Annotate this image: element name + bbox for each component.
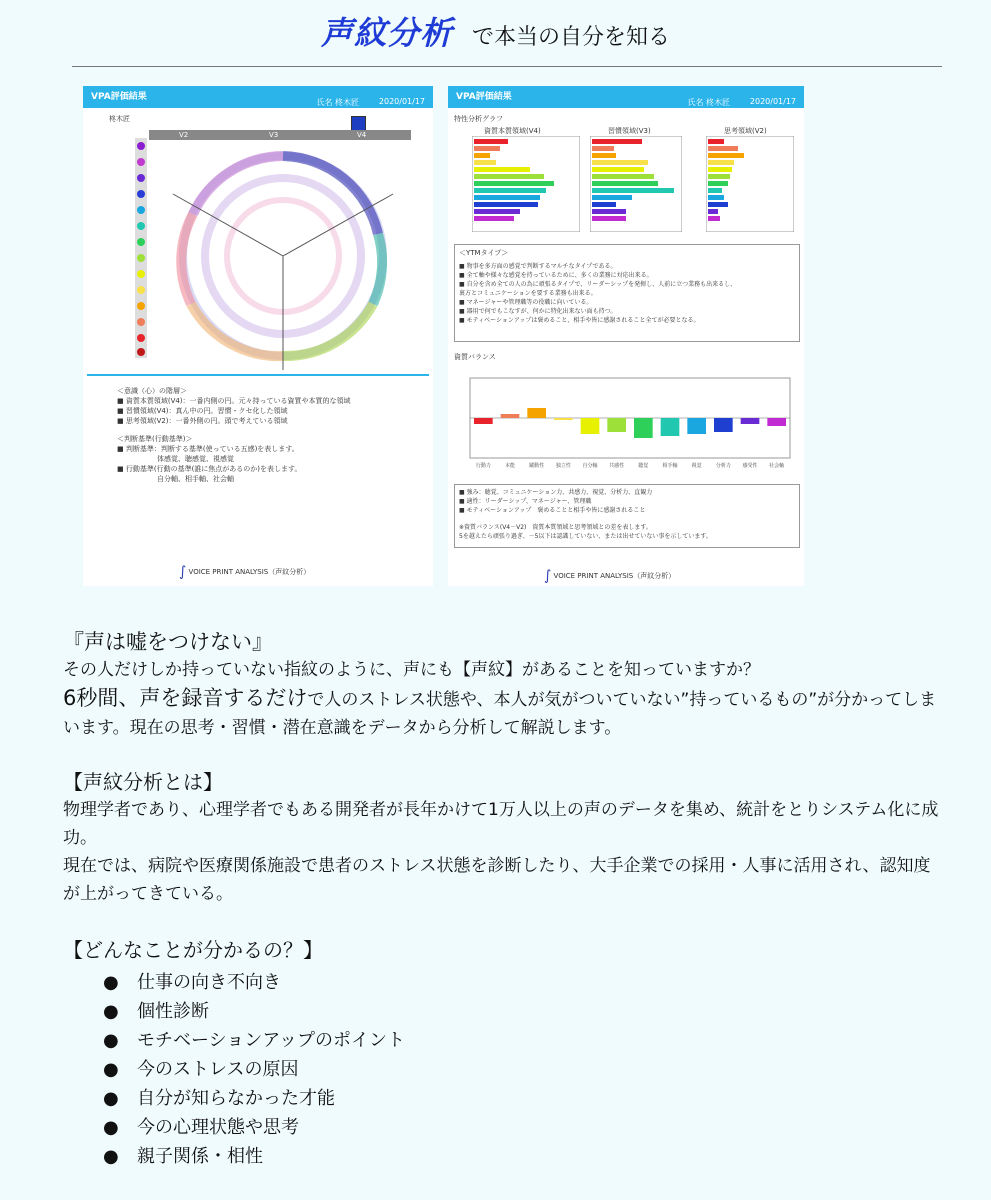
report-label: VPA評価結果 [456, 92, 512, 102]
ytm-title: ＜YTMタイプ＞ [459, 249, 509, 257]
ytm-line: ■ モティベーションアップは褒めること、相手や皆に感謝されること全てが必要となる。 [459, 317, 700, 324]
ytm-line: ■ 全て軸や様々な感覚を持っているために、多くの業務に対応出来る。 [459, 272, 653, 279]
about-paragraph-2: 現在では、病院や医療関係施設で患者のストレス状態を診断したり、大手企業での採用・人事に活用され、認知度が上がってきている。 [63, 856, 931, 904]
m-badge-icon [351, 116, 366, 131]
recording-paragraph [63, 684, 943, 742]
intro-paragraph: その人だけしか持っていない指紋のように、声にも【声紋】があることを知っていますか？ [63, 660, 760, 680]
list-item-text: モチベーションアップのポイント [137, 1030, 406, 1051]
graph-title-v3: 習慣領域(V3) [608, 127, 651, 135]
strength-line: ■ 強み：聴覚、コミュニケーション力、共感力、視覚、分析力、直観力 [459, 489, 653, 496]
balance-tick-label: 共感性 [609, 463, 625, 469]
report-date: 2020/01/17 [749, 97, 796, 106]
page-header [0, 8, 991, 54]
list-item-text: 親子関係・相性 [137, 1146, 263, 1167]
balance-bar [661, 418, 680, 436]
voice-circle-chart [153, 144, 413, 374]
balance-tick-label: 社会軸 [769, 463, 785, 469]
article [63, 628, 943, 1171]
balance-tick-label: 感受性 [742, 463, 758, 469]
ytm-line: ■ 自分を含め全ての人の為に頑張るタイプで、リーダーシップを発揮し、人前に立つ業務も出来るし、 [459, 281, 737, 288]
balance-bar [581, 418, 600, 434]
list-item-text: 仕事の向き不向き [137, 972, 281, 993]
bullet-icon: ● [103, 972, 119, 993]
balance-bar [607, 418, 626, 432]
list-item [103, 1084, 943, 1113]
feature-list [63, 968, 943, 1171]
balance-bar [687, 418, 706, 434]
report-date: 2020/01/17 [378, 97, 425, 106]
list-item [103, 1055, 943, 1084]
footer-text: VOICE PRINT ANALYSIS（声紋分析） [188, 568, 311, 576]
list-item-text: 個性診断 [137, 1001, 209, 1022]
note-line: ■ 思考領域(V2)：一番外側の円。頭で考えている領域 [117, 417, 288, 425]
strength-line: ■ 適性：リーダーシップ、マネージャー、管理職 [459, 498, 592, 505]
balance-bar [741, 418, 760, 424]
list-item-text: 今の心理状態や思考 [137, 1117, 299, 1138]
layer-tabs [149, 130, 411, 140]
tab-v4: V4 [357, 131, 367, 139]
note-line: ■ 行動基準(行動の基準(誰に焦点があるのか)を表します。 [117, 465, 302, 473]
ytm-box [454, 244, 800, 342]
balance-bar [634, 418, 653, 438]
report-name: 氏名 柊木匠 [687, 98, 730, 107]
balance-chart [454, 376, 798, 476]
list-item-text: 自分が知らなかった才能 [137, 1088, 335, 1109]
bullet-icon: ● [103, 1001, 119, 1022]
bullet-icon: ● [103, 1146, 119, 1167]
report-label: VPA評価結果 [91, 92, 147, 102]
balance-tick-label: 本能 [504, 463, 516, 469]
ytm-line: 裏方とコミュニケーションを要する業務も出来る。 [459, 290, 597, 297]
strengths-box [454, 484, 800, 548]
recording-highlight: 6秒間、声を録音するだけ [63, 686, 308, 710]
balance-tick-label: 躍動性 [529, 463, 545, 469]
balance-bar [501, 414, 520, 418]
balance-tick-label: 独立性 [555, 463, 571, 469]
trait-graph-v4 [472, 136, 580, 232]
list-item [103, 1113, 943, 1142]
blue-rule [87, 374, 429, 376]
list-item [103, 1142, 943, 1171]
vpa-logo-icon: ∫ [544, 568, 552, 584]
color-scale [135, 138, 147, 358]
balance-bar [527, 408, 546, 418]
bullet-icon: ● [103, 1059, 119, 1080]
recording-text: で人のストレス状態や、本人が気がついていない”持っているもの”が分かってしまいます。現在の思考・習慣・潜在意識をデータから分析して解説します。 [63, 690, 937, 738]
list-item [103, 968, 943, 997]
notes [117, 386, 417, 484]
bullet-icon: ● [103, 1117, 119, 1138]
balance-tick-label: 相手軸 [662, 463, 678, 469]
ytm-line: ■ マネージャーや管理職等の役職に向いている。 [459, 299, 593, 306]
vpa-logo-icon: ∫ [179, 564, 187, 580]
note-line: 自分軸、相手軸、社会軸 [157, 475, 234, 483]
report-footer [544, 568, 675, 584]
report-header [448, 86, 804, 108]
divider [72, 66, 942, 67]
list-item [103, 997, 943, 1026]
strength-line: ■ モティベーションアップ 褒めることと相手や皆に感謝されること [459, 507, 646, 514]
bullet-icon: ● [103, 1030, 119, 1051]
tab-v2: V2 [179, 131, 189, 139]
report-header [83, 86, 433, 108]
balance-tick-label: 行動力 [475, 463, 491, 469]
tab-v3: V3 [269, 131, 279, 139]
note-line: ■ 判断基準：判断する基準(使っている五感)を表します。 [117, 445, 299, 453]
section-title-features: 【どんなことが分かるの？】 [63, 938, 323, 962]
graph-section-title: 特性分析グラフ [454, 115, 503, 123]
balance-bar [474, 418, 493, 424]
report-sheet-right [448, 86, 804, 586]
trait-graph-v3 [590, 136, 682, 232]
note-line: ■ 習慣領域(V4)：真ん中の円。習慣・クセ化した領域 [117, 407, 288, 415]
balance-tick-label: 視覚 [691, 463, 702, 469]
note-line: 体感覚、聴感覚、視感覚 [157, 455, 234, 463]
strength-line: ※資質バランス(V4－V2) 資質本質領域と思考領域との差を表します。 [459, 524, 652, 531]
note-line: ＜意識（心）の階層＞ [117, 387, 187, 395]
footer-text: VOICE PRINT ANALYSIS（声紋分析） [553, 572, 676, 580]
quote: 『声は嘘をつけない』 [63, 630, 273, 654]
report-footer [179, 564, 310, 580]
balance-bar [714, 418, 733, 432]
section-title-about: 【声紋分析とは】 [63, 770, 223, 794]
page-subtitle: で本当の自分を知る [472, 25, 671, 50]
list-item [103, 1026, 943, 1055]
page-title: 声紋分析 [320, 14, 453, 52]
list-item-text: 今のストレスの原因 [137, 1059, 299, 1080]
graph-title-v2: 思考領域(V2) [724, 127, 767, 135]
trait-graph-v2 [706, 136, 794, 232]
ytm-line: ■ 物事を多方面の感覚で判断するマルチなタイプである。 [459, 263, 617, 270]
report-name: 氏名 柊木匠 [316, 98, 359, 107]
balance-tick-label: 自分軸 [582, 463, 598, 469]
ytm-line: ■ 器用で何でもこなすが、何かに特化出来ない面も持つ。 [459, 308, 617, 315]
balance-tick-label: 分析力 [715, 463, 731, 469]
balance-title: 資質バランス [454, 353, 496, 361]
graph-title-v4: 資質本質領域(V4) [484, 127, 541, 135]
person-name: 柊木匠 [109, 115, 130, 123]
balance-tick-label: 聴覚 [638, 463, 649, 469]
bullet-icon: ● [103, 1088, 119, 1109]
note-line: ＜判断基準(行動基準)＞ [117, 435, 193, 443]
report-sheet-left [83, 86, 433, 586]
note-line: ■ 資質本質領域(V4)：一番内側の円。元々持っている資質や本質的な領域 [117, 397, 351, 405]
balance-bar [554, 418, 573, 420]
balance-bar [767, 418, 786, 426]
strength-line: 5を越えたら頑張り過ぎ、－5以下は認識していない、または出せていない事を示しています。 [459, 533, 712, 540]
about-paragraph-1: 物理学者であり、心理学者でもある開発者が長年かけて1万人以上の声のデータを集め、統計をとりシステム化に成功。 [63, 800, 939, 848]
